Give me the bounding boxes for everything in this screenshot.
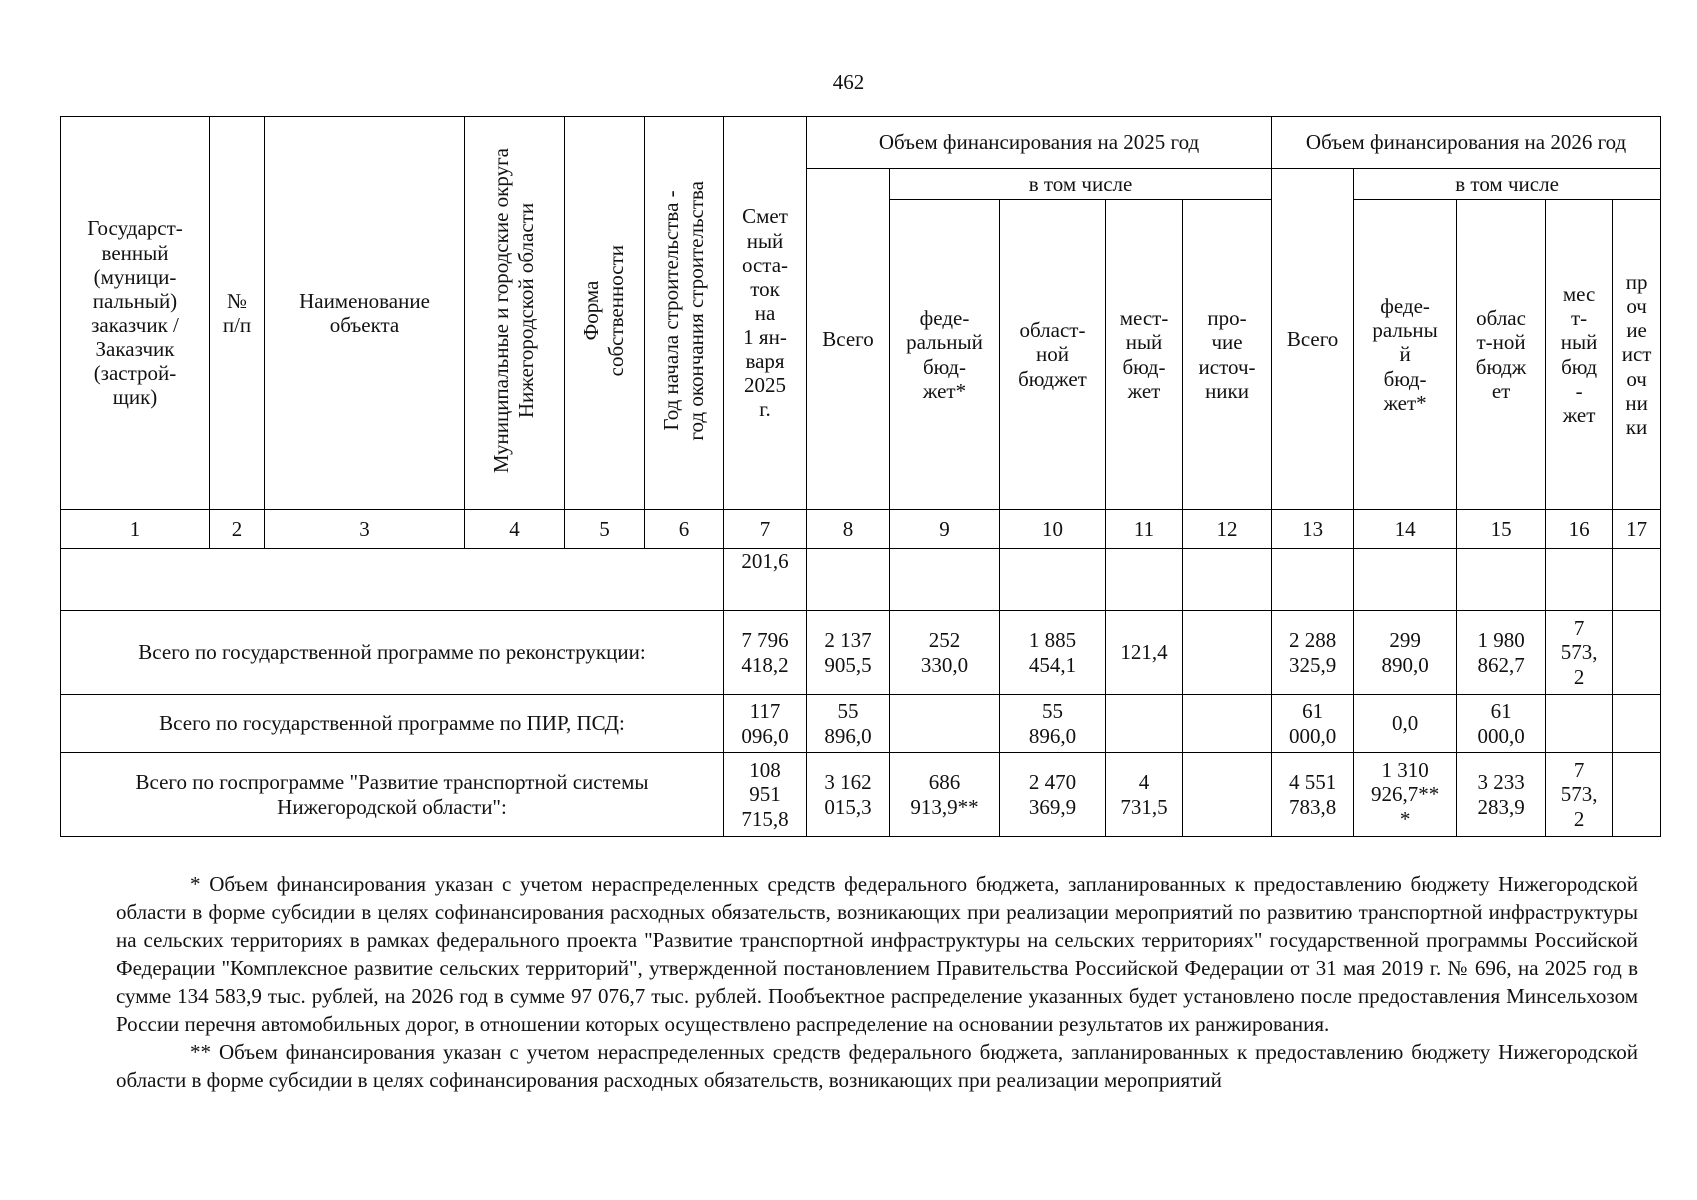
value-cell: 61 000,0: [1457, 695, 1546, 753]
value-cell: 0,0: [1354, 695, 1457, 753]
header-including-2025: в том числе: [890, 169, 1272, 200]
value-cell: [1106, 695, 1183, 753]
table-row: [61, 753, 1661, 837]
header-other-2026: пр оч ие ист оч ни ки: [1613, 200, 1661, 510]
column-number: 13: [1272, 510, 1354, 549]
value-cell: 117 096,0: [724, 695, 807, 753]
value-cell: [1183, 753, 1272, 837]
row-label: Всего по госпрограмме "Развитие транспортной системы Нижегородской области":: [61, 753, 724, 837]
header-regional-2025: област- ной бюджет: [1000, 200, 1106, 510]
header-years: Год начала строительства - год окончания строительства: [645, 117, 724, 510]
value-cell: [890, 549, 1000, 611]
value-cell: [807, 549, 890, 611]
column-numbers-row: [61, 510, 1661, 549]
value-cell: 121,4: [1106, 611, 1183, 695]
value-cell: 201,6: [724, 549, 807, 611]
header-local-2025: мест- ный бюд- жет: [1106, 200, 1183, 510]
value-cell: 4 551 783,8: [1272, 753, 1354, 837]
value-cell: [1183, 695, 1272, 753]
column-number: 12: [1183, 510, 1272, 549]
value-cell: [1613, 549, 1661, 611]
header-customer: Государст- венный (муници- пальный) заказчик / Заказчик (застрой- щик): [61, 117, 210, 510]
value-cell: 7 573, 2: [1546, 611, 1613, 695]
column-number: 14: [1354, 510, 1457, 549]
header-federal-2025: феде- ральный бюд- жет*: [890, 200, 1000, 510]
column-number: 8: [807, 510, 890, 549]
value-cell: [1613, 753, 1661, 837]
column-number: 7: [724, 510, 807, 549]
value-cell: [1183, 549, 1272, 611]
value-cell: 686 913,9**: [890, 753, 1000, 837]
header-other-2025: про- чие источ- ники: [1183, 200, 1272, 510]
header-including-2026: в том числе: [1354, 169, 1661, 200]
value-cell: 7 796 418,2: [724, 611, 807, 695]
column-number: 10: [1000, 510, 1106, 549]
value-cell: [1613, 611, 1661, 695]
header-estimate: Смет ный оста- ток на 1 ян- варя 2025 г.: [724, 117, 807, 510]
financing-table: [60, 116, 1661, 837]
value-cell: 4 731,5: [1106, 753, 1183, 837]
column-number: 1: [61, 510, 210, 549]
value-cell: [1613, 695, 1661, 753]
value-cell: [890, 695, 1000, 753]
value-cell: 55 896,0: [807, 695, 890, 753]
value-cell: 2 137 905,5: [807, 611, 890, 695]
column-number: 15: [1457, 510, 1546, 549]
footnote: ** Объем финансирования указан с учетом нераспределенных средств федерального бюджета, запланированных к предоставлению бюджету Нижегородской области в форме субсидии в целях софинансирования расходных обязательств, возникающих при реализации мероприятий: [116, 1040, 1638, 1092]
value-cell: 2 470 369,9: [1000, 753, 1106, 837]
value-cell: [1457, 549, 1546, 611]
header-total-2025: Всего: [807, 169, 890, 510]
column-number: 11: [1106, 510, 1183, 549]
value-cell: 1 980 862,7: [1457, 611, 1546, 695]
value-cell: [1272, 549, 1354, 611]
value-cell: [1000, 549, 1106, 611]
value-cell: 299 890,0: [1354, 611, 1457, 695]
value-cell: 3 162 015,3: [807, 753, 890, 837]
header-districts: Муниципальные и городские округа Нижегородской области: [465, 117, 565, 510]
value-cell: [1183, 611, 1272, 695]
header-ownership: Форма собственности: [565, 117, 645, 510]
row-label: Всего по государственной программе по ПИР, ПСД:: [61, 695, 724, 753]
footnotes: [116, 870, 1638, 1094]
table-row: [61, 695, 1661, 753]
value-cell: 61 000,0: [1272, 695, 1354, 753]
header-regional-2026: облас т-ной бюдж ет: [1457, 200, 1546, 510]
value-cell: [1354, 549, 1457, 611]
footnote: * Объем финансирования указан с учетом нераспределенных средств федерального бюджета, запланированных к предоставлению бюджету Нижегородской области в форме субсидии в целях софинансирования расходных обязательств, возникающих при реализации мероприятий по развитию транспортной инфраструктуры на сельских территориях в рамках федерального проекта "Развитие транспортной инфраструктуры на сельских территориях" государственной программы Российской Федерации "Комплексное развитие сельских территорий", утвержденной постановлением Правительства Российской Федерации от 31 мая 2019 г. № 696, на 2025 год в сумме 134 583,9 тыс. рублей, на 2026 год в сумме 97 076,7 тыс. рублей. Пообъектное распределение указанных будет установлено после предоставления Минсельхозом России перечня автомобильных дорог, в отношении которых осуществлено распределение на основании результатов их ранжирования.: [116, 872, 1638, 1036]
header-object-name: Наименование объекта: [265, 117, 465, 510]
row-label: Всего по государственной программе по реконструкции:: [61, 611, 724, 695]
header-federal-2026: феде- ральны й бюд- жет*: [1354, 200, 1457, 510]
row-label: [61, 549, 724, 611]
value-cell: 55 896,0: [1000, 695, 1106, 753]
column-number: 9: [890, 510, 1000, 549]
value-cell: 3 233 283,9: [1457, 753, 1546, 837]
column-number: 17: [1613, 510, 1661, 549]
table-row: [61, 611, 1661, 695]
column-number: 16: [1546, 510, 1613, 549]
value-cell: [1546, 549, 1613, 611]
column-number: 4: [465, 510, 565, 549]
column-number: 5: [565, 510, 645, 549]
value-cell: 1 885 454,1: [1000, 611, 1106, 695]
column-number: 3: [265, 510, 465, 549]
page-number: 462: [832, 70, 865, 94]
column-number: 2: [210, 510, 265, 549]
header-total-2026: Всего: [1272, 169, 1354, 510]
header-fin-2026: Объем финансирования на 2026 год: [1272, 117, 1661, 169]
header-fin-2025: Объем финансирования на 2025 год: [807, 117, 1272, 169]
header-num: № п/п: [210, 117, 265, 510]
value-cell: 108 951 715,8: [724, 753, 807, 837]
value-cell: 2 288 325,9: [1272, 611, 1354, 695]
header-local-2026: мес т- ный бюд - жет: [1546, 200, 1613, 510]
value-cell: 1 310 926,7** *: [1354, 753, 1457, 837]
value-cell: [1106, 549, 1183, 611]
value-cell: [1546, 695, 1613, 753]
table-row: [61, 549, 1661, 611]
column-number: 6: [645, 510, 724, 549]
value-cell: 7 573, 2: [1546, 753, 1613, 837]
value-cell: 252 330,0: [890, 611, 1000, 695]
